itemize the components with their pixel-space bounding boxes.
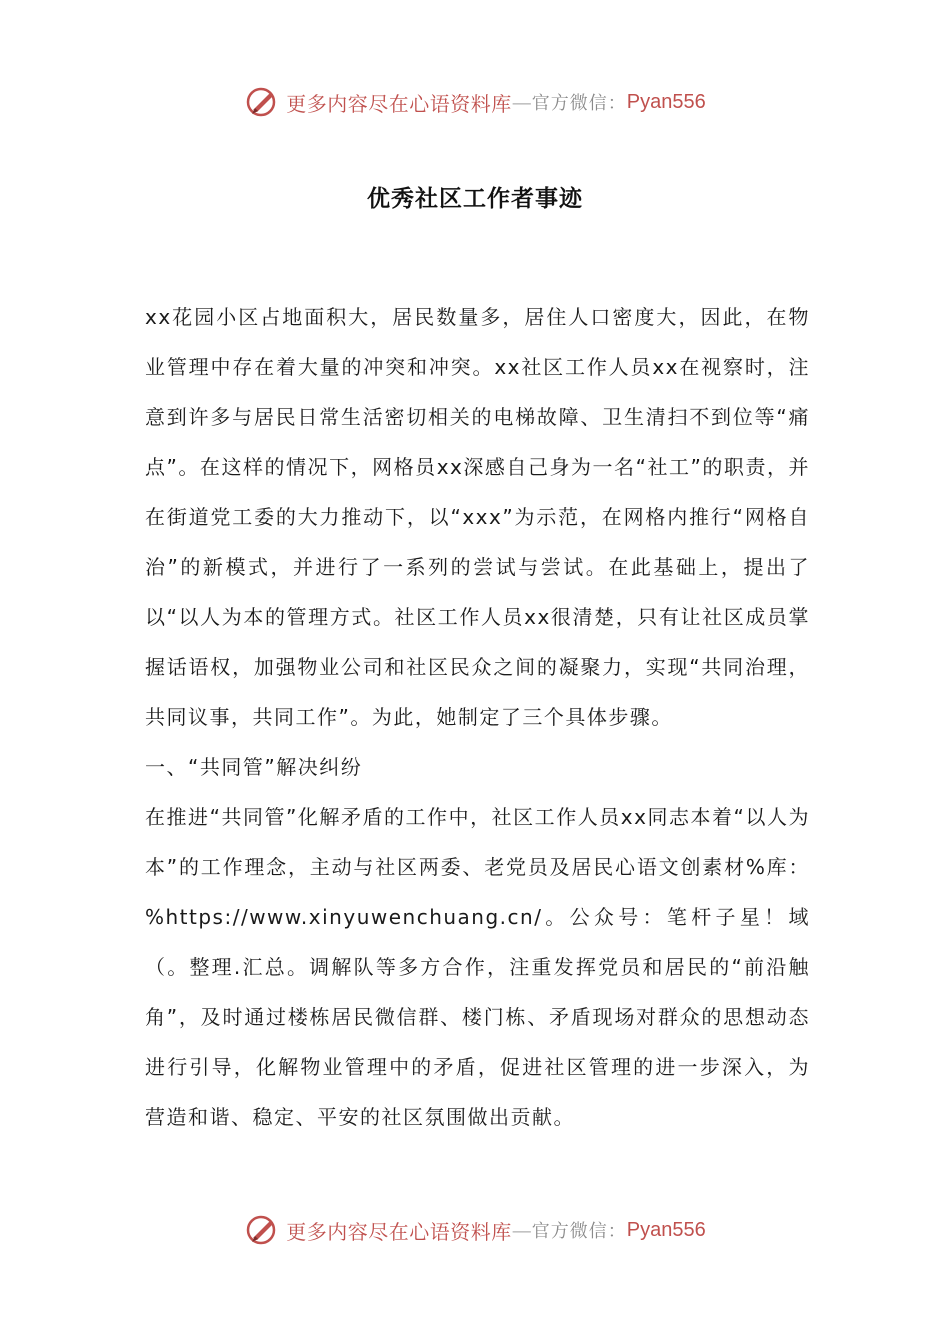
banner-wechat-label: 官方微信： [531,1221,627,1242]
banner-dash: — [511,90,532,114]
header-banner [0,82,950,122]
banner-main-text: 更多内容尽在心语资料库 [286,91,512,116]
quill-logo-icon [244,84,280,120]
paragraph-section-one: 在推进“共同管”化解矛盾的工作中，社区工作人员xx同志本着“以人为本”的工作理念，主动与社区两委、老党员及居民心语文创素材%库：%https://www.xinyuwenchuang.cn/。公众号：笔杆子星！域（。整理.汇总。调解队等多方合作，注重发挥党员和居民的“前沿触角”，及时通过楼栋居民微信群、楼门栋、矛盾现场对群众的思想动态进行引导，化解物业管理中的矛盾，促进社区管理的进一步深入，为营造和谐、稳定、平安的社区氛围做出贡献。 [145,805,810,1129]
document-title: 优秀社区工作者事迹 [367,185,583,212]
banner-wechat-id: Pyan556 [626,1218,706,1241]
paragraph-intro: xx花园小区占地面积大，居民数量多，居住人口密度大，因此，在物业管理中存在着大量的冲突和冲突。xx社区工作人员xx在视察时，注意到许多与居民日常生活密切相关的电梯故障、卫生清扫不到位等“痛点”。在这样的情况下，网格员xx深感自己身为一名“社工”的职责，并在街道党工委的大力推动下，以“xxx”为示范，在网格内推行“网格自治”的新模式，并进行了一系列的尝试与尝试。在此基础上，提出了以“以人为本的管理方式。社区工作人员xx很清楚，只有让社区成员掌握话语权，加强物业公司和社区民众之间的凝聚力，实现“共同治理，共同议事，共同工作”。为此，她制定了三个具体步骤。 [145,305,810,729]
quill-logo-icon [244,1212,280,1248]
section-heading: 一、“共同管”解决纠纷 [145,755,363,779]
banner-dash: — [511,1218,532,1242]
banner-main-text: 更多内容尽在心语资料库 [286,1219,512,1244]
document-body [145,292,810,1142]
footer-banner [0,1210,950,1250]
banner-wechat-id: Pyan556 [626,90,706,113]
banner-wechat-label: 官方微信： [531,93,627,114]
